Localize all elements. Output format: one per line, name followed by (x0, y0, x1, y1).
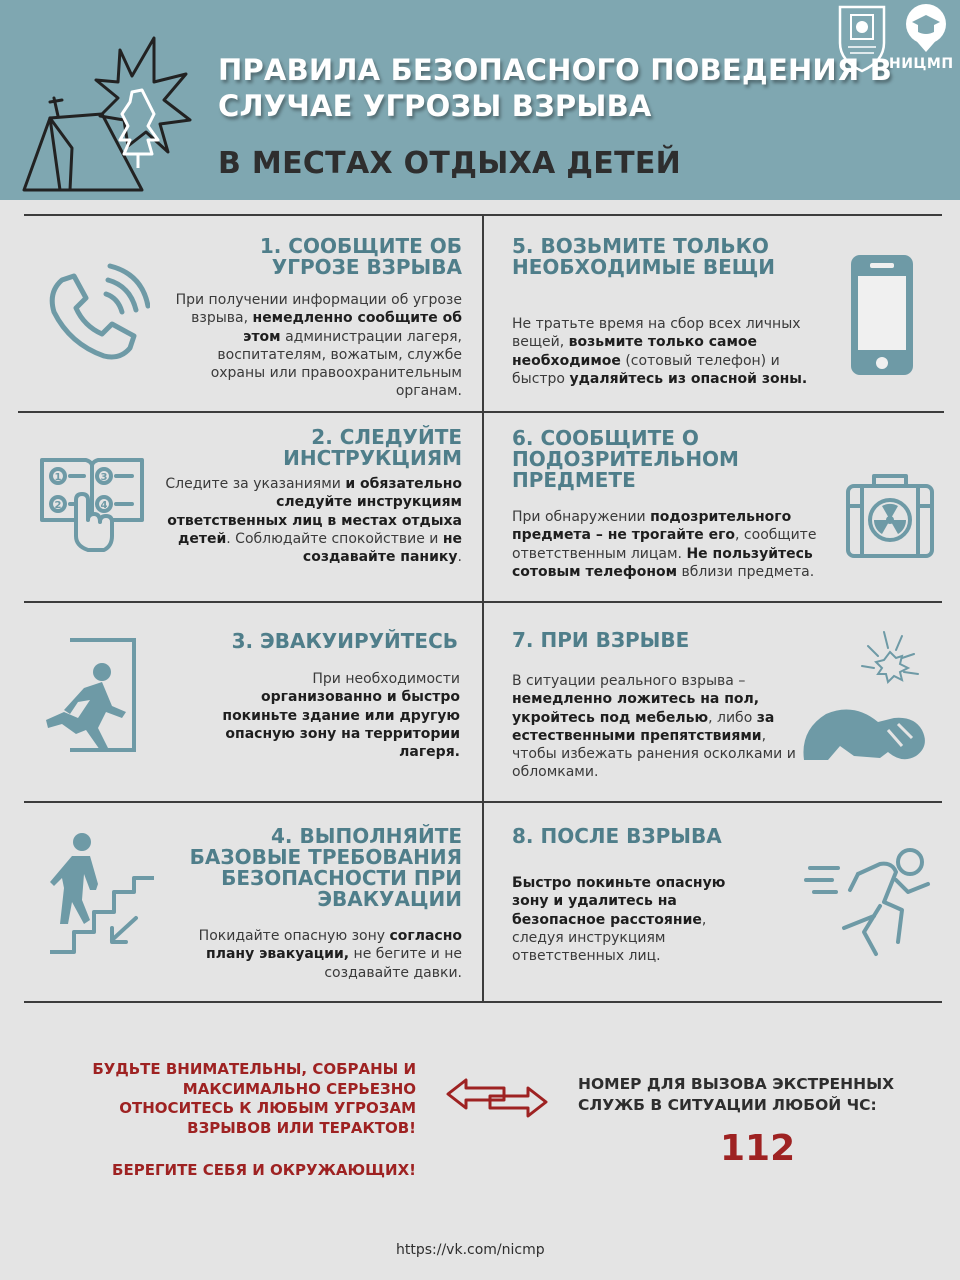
divider (18, 411, 944, 413)
running-person-icon (804, 836, 934, 960)
section-4-title: 4. ВЫПОЛНЯЙТЕ БАЗОВЫЕ ТРЕБОВАНИЯ БЕЗОПАСНОСТИ ПРИ ЭВАКУАЦИИ (189, 824, 462, 911)
text: , сообщите ответственным лицам. (512, 527, 817, 562)
emblem-shield-icon (836, 3, 888, 73)
header-banner (0, 0, 960, 200)
section-1-title: 1. СООБЩИТЕ ОБ УГРОЗЕ ВЗРЫВА (259, 234, 462, 279)
text: Следите за указаниями (165, 476, 346, 492)
section-5-body (512, 315, 818, 388)
lie-down-explosion-icon (798, 626, 932, 768)
svg-text:2: 2 (54, 500, 62, 511)
text: Покидайте опасную зону (198, 928, 390, 944)
bold-text: Не пользуйтесь сотовым телефоном (512, 545, 813, 580)
section-7-body (512, 672, 802, 782)
section-3-title: 3. ЭВАКУИРУЙТЕСЬ (231, 629, 458, 653)
text: вблизи предмета. (677, 563, 815, 580)
bold-text: удаляйтесь из опасной зоны. (569, 370, 808, 387)
section-6-title: 6. СООБЩИТЕ О ПОДОЗРИТЕЛЬНОМ ПРЕДМЕТЕ (512, 426, 739, 492)
phone-call-icon (40, 262, 150, 368)
section-6-body (512, 508, 828, 581)
bold-text: и обязательно следуйте инструкциям ответственных лиц в местах отдыха детей (167, 476, 462, 547)
bold-text: не создавайте панику (302, 530, 462, 566)
bold-text: согласно плану эвакуации, (206, 928, 462, 963)
section-8-title: 8. ПОСЛЕ ВЗРЫВА (512, 824, 722, 848)
text: В ситуации реального взрыва – (512, 673, 746, 689)
svg-text:3: 3 (100, 472, 108, 483)
bold-text: за естественными препятствиями (512, 709, 775, 744)
section-2-title: 2. СЛЕДУЙТЕ ИНСТРУКЦИЯМ (283, 425, 462, 470)
text: . Соблюдайте спокойствие и (226, 530, 443, 547)
tent-explosion-icon (14, 28, 194, 196)
section-4-body (170, 927, 462, 982)
svg-text:1: 1 (54, 472, 62, 483)
text: При необходимости (312, 671, 460, 687)
bold-text: немедленно ложитесь на пол, укройтесь под мебелью (512, 691, 760, 726)
double-arrow-icon (442, 1076, 552, 1120)
page-subtitle: В МЕСТАХ ОТДЫХА ДЕТЕЙ (218, 146, 682, 181)
text: , следуя инструкциям ответственных лиц. (512, 911, 707, 965)
warning-text: БУДЬТЕ ВНИМАТЕЛЬНЫ, СОБРАНЫ И МАКСИМАЛЬНО СЕРЬЕЗНО ОТНОСИТЕСЬ К ЛЮБЫМ УГРОЗАМ ВЗРЫВОВ ИЛИ ТЕРАКТОВ! (92, 1060, 416, 1137)
bold-text: Быстро покиньте опасную зону и удалитесь на безопасное расстояние (512, 875, 726, 928)
text: (сотовый телефон) и быстро (512, 352, 780, 387)
bold-text: подозрительного предмета – не трогайте его (512, 509, 792, 544)
text: При обнаружении (512, 509, 651, 525)
care-text: БЕРЕГИТЕ СЕБЯ И ОКРУЖАЮЩИХ! (112, 1161, 416, 1179)
bold-text: немедленно сообщите об этом (243, 310, 462, 345)
column-divider (482, 214, 484, 1003)
text: Не тратьте время на сбор всех личных вещей, (512, 316, 801, 351)
section-3-body (198, 670, 460, 761)
text: , либо (708, 709, 757, 726)
instruction-book-icon (38, 450, 146, 556)
section-7-title: 7. ПРИ ВЗРЫВЕ (512, 628, 690, 652)
section-2-body (160, 475, 462, 566)
svg-text:4: 4 (100, 500, 108, 511)
text: , чтобы избежать ранения осколками и обломками. (512, 727, 796, 781)
text: При получении информации об угрозе взрыва, (175, 292, 462, 327)
emergency-number[interactable]: 112 (720, 1128, 796, 1169)
bold-text: возьмите только самое необходимое (512, 334, 758, 369)
bold-text: организованно и быстро покиньте здание или другую опасную зону на территории лагеря. (222, 689, 460, 761)
page-title: ПРАВИЛА БЕЗОПАСНОГО ПОВЕДЕНИЯ В СЛУЧАЕ УГРОЗЫ ВЗРЫВА (218, 53, 893, 123)
text: не бегите и не создавайте давки. (324, 946, 462, 981)
text: администрации лагеря, воспитателям, вожатым, службе охраны или правоохранительным органам. (210, 328, 462, 400)
evacuation-exit-icon (40, 634, 140, 756)
text: . (457, 549, 462, 566)
vk-link[interactable]: https://vk.com/nicmp (396, 1242, 545, 1258)
emergency-label: НОМЕР ДЛЯ ВЫЗОВА ЭКСТРЕННЫХ СЛУЖБ В СИТУАЦИИ ЛЮБОЙ ЧС: (578, 1075, 895, 1114)
logo-text: НИЦМП (889, 56, 954, 72)
stairs-descend-icon (46, 828, 158, 960)
section-8-body (512, 874, 748, 965)
section-5-title: 5. ВОЗЬМИТЕ ТОЛЬКО НЕОБХОДИМЫЕ ВЕЩИ (512, 234, 776, 279)
smartphone-icon (848, 252, 916, 378)
suspicious-case-icon (844, 472, 936, 560)
map-pin-cap-icon (900, 2, 952, 54)
section-1-body (160, 291, 462, 401)
